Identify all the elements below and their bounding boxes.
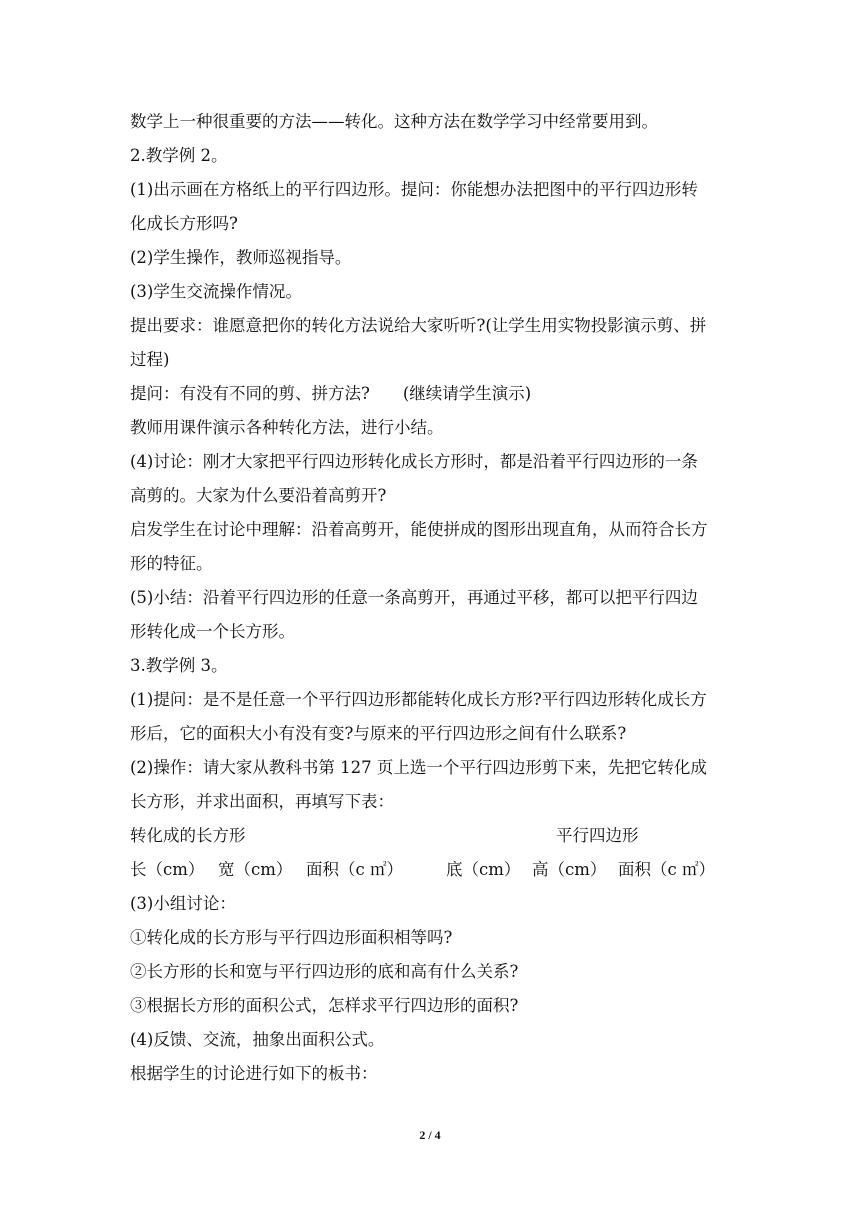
column-width: 宽（cm） — [218, 860, 293, 879]
section-heading: 3.教学例 3。 — [130, 656, 228, 675]
text-line: 形后，它的面积大小有没有变?与原来的平行四边形之间有什么联系? — [130, 724, 627, 743]
text-line: 启发学生在讨论中理解：沿着高剪开，能使拼成的图形出现直角，从而符合长方 — [130, 520, 708, 539]
text-line: (5)小结：沿着平行四边形的任意一条高剪开，再通过平移，都可以把平行四边 — [130, 588, 698, 607]
text-line: 化成长方形吗? — [130, 214, 238, 233]
text-line: 提出要求：谁愿意把你的转化方法说给大家听听?(让学生用实物投影演示剪、拼 — [130, 316, 707, 335]
text-line: ③根据长方形的面积公式，怎样求平行四边形的面积? — [130, 996, 519, 1015]
text-line: 形转化成一个长方形。 — [130, 622, 295, 641]
text-line: (3)学生交流操作情况。 — [130, 282, 302, 301]
text-line: 形的特征。 — [130, 554, 213, 573]
text-line: (1)出示画在方格纸上的平行四边形。提问：你能想办法把图中的平行四边形转 — [130, 180, 698, 199]
text-line: 数学上一种很重要的方法——转化。这种方法在数学学习中经常要用到。 — [130, 112, 658, 131]
text-line: (2)学生操作，教师巡视指导。 — [130, 248, 352, 267]
page-body — [130, 105, 730, 1091]
text-line: 高剪的。大家为什么要沿着高剪开? — [130, 486, 387, 505]
text-line: 过程) — [130, 350, 170, 369]
page-number: 2 / 4 — [419, 1128, 441, 1142]
text-line: (1)提问：是不是任意一个平行四边形都能转化成长方形?平行四边形转化成长方 — [130, 690, 707, 709]
text-line: (3)小组讨论： — [130, 894, 236, 913]
section-heading: 2.教学例 2。 — [130, 146, 228, 165]
column-length: 长（cm） — [130, 860, 205, 879]
text-line: 长方形，并求出面积，再填写下表： — [130, 792, 394, 811]
column-height: 高（cm） — [532, 860, 607, 879]
column-rect-area: 面积（c ㎡） — [306, 860, 403, 879]
column-para-area: 面积（c ㎡） — [618, 860, 715, 879]
table-column-headers — [130, 853, 730, 887]
group-label-rectangle: 转化成的长方形 — [130, 826, 246, 845]
text-line: 提问：有没有不同的剪、拼方法? (继续请学生演示) — [130, 384, 532, 403]
text-line: ②长方形的长和宽与平行四边形的底和高有什么关系? — [130, 962, 519, 981]
group-label-parallelogram: 平行四边形 — [556, 826, 639, 845]
column-base: 底（cm） — [446, 860, 521, 879]
table-group-header — [130, 819, 730, 853]
text-line: ①转化成的长方形与平行四边形面积相等吗? — [130, 928, 453, 947]
text-line: 根据学生的讨论进行如下的板书： — [130, 1064, 378, 1083]
text-line: (4)讨论：刚才大家把平行四边形转化成长方形时，都是沿着平行四边形的一条 — [130, 452, 698, 471]
text-line: (2)操作：请大家从教科书第 127 页上选一个平行四边形剪下来，先把它转化成 — [130, 758, 707, 777]
text-line: 教师用课件演示各种转化方法，进行小结。 — [130, 418, 444, 437]
text-line: (4)反馈、交流，抽象出面积公式。 — [130, 1030, 385, 1049]
